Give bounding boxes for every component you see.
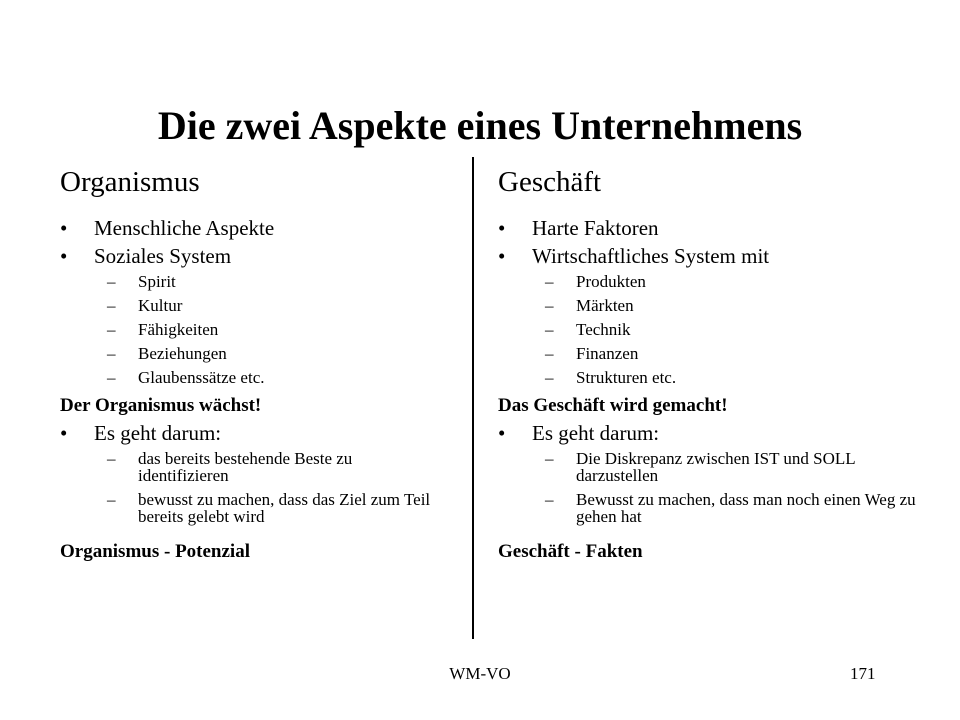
summary: Geschäft - Fakten [498,541,643,562]
sub-list-item: – Fähigkeiten [60,318,460,342]
bullet-icon: • [498,421,506,445]
list-item: • Harte Faktoren [498,216,659,240]
sub-list-item: – Technik [498,318,898,342]
dash-icon: – [107,490,116,509]
sub-list-item: – Beziehungen [60,342,460,366]
dash-icon: – [545,449,554,468]
list-item: • Soziales System [60,244,232,268]
column-geschaeft [498,164,916,565]
footer-label: WM-VO [449,664,511,683]
column-organismus [60,164,460,565]
list-item: • Menschliche Aspekte [60,216,275,240]
dash-icon: – [107,272,116,291]
column-heading: Geschäft [498,166,602,198]
dash-icon: – [545,490,554,509]
bullet-icon: • [498,244,506,268]
slide-title: Die zwei Aspekte eines Unternehmens [157,103,803,148]
dash-icon: – [107,296,116,315]
sub-list-item: – das bereits bestehende Beste zu identifizieren [107,449,353,485]
sub-list-item: – Finanzen [498,342,898,366]
dash-icon: – [107,449,116,468]
dash-icon: – [107,344,116,363]
list-item: • Es geht darum: [60,421,222,445]
bullet-icon: • [60,244,68,268]
bullet-icon: • [498,216,506,240]
dash-icon: – [545,368,554,387]
dash-icon: – [107,320,116,339]
statement: Das Geschäft wird gemacht! [498,395,728,416]
list-item: • Es geht darum: [498,421,660,445]
dash-icon: – [545,296,554,315]
dash-icon: – [545,272,554,291]
sub-list-item: – Spirit [60,270,460,294]
bullet-icon: • [60,216,68,240]
sub-list-item: – Produkten [498,270,898,294]
sub-list-item: – Kultur [60,294,460,318]
list-item: • Wirtschaftliches System mit [498,244,770,268]
dash-icon: – [545,320,554,339]
sub-list-item: – Die Diskrepanz zwischen IST und SOLL darzustellen [545,449,856,485]
sub-list-item: – bewusst zu machen, dass das Ziel zum Teil bereits gelebt wird [107,490,431,526]
dash-icon: – [107,368,116,387]
summary: Organismus - Potenzial [60,541,250,562]
sub-list-item: – Märkten [498,294,898,318]
column-divider [472,157,474,639]
page-number: 171 [850,664,876,683]
bullet-icon: • [60,421,68,445]
column-heading: Organismus [60,166,200,198]
dash-icon: – [545,344,554,363]
statement: Der Organismus wächst! [60,395,262,416]
sub-list-item: – Glaubenssätze etc. [60,366,460,390]
sub-list-item: – Bewusst zu machen, dass man noch einen Weg zu gehen hat [545,490,916,526]
sub-list-item: – Strukturen etc. [498,366,898,390]
